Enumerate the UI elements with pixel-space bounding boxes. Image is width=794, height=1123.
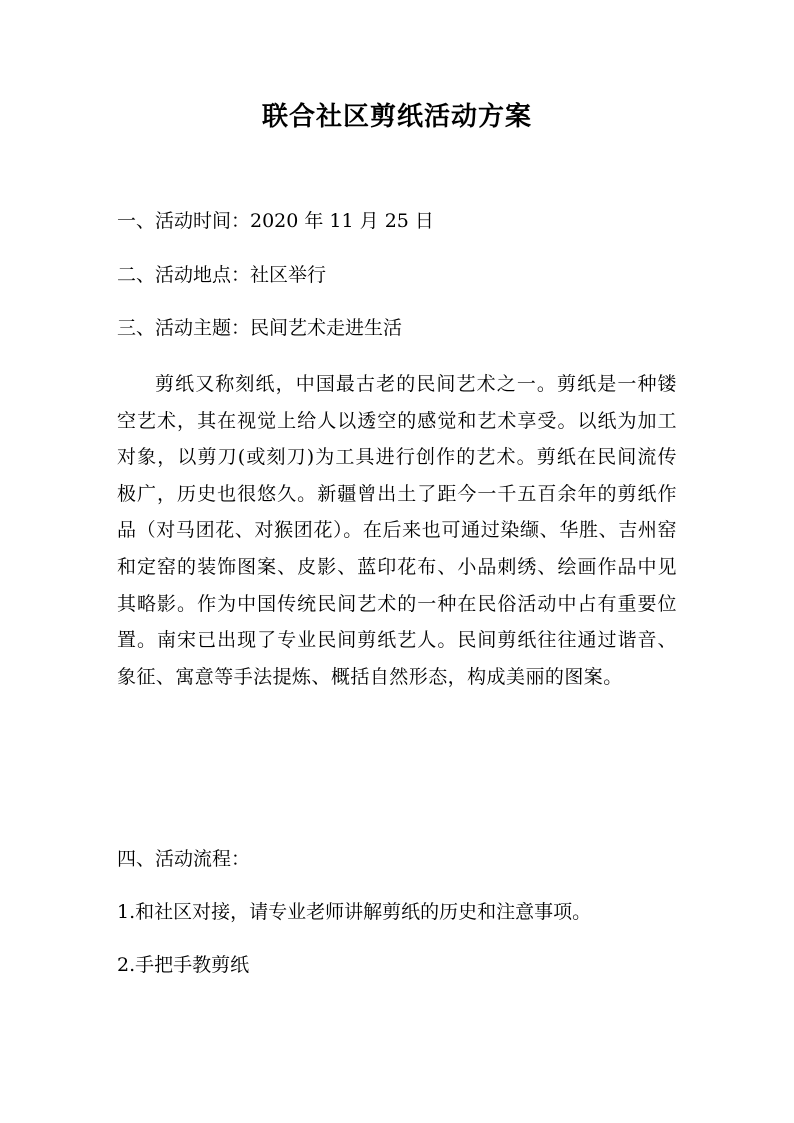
document-title: 联合社区剪纸活动方案 xyxy=(261,102,532,132)
activity-theme: 三、活动主题：民间艺术走进生活 xyxy=(117,317,403,339)
process-heading: 四、活动流程： xyxy=(117,848,251,870)
process-step-2: 2.手把手教剪纸 xyxy=(117,954,250,976)
intro-paragraph: 剪纸又称刻纸，中国最古老的民间艺术之一。剪纸是一种镂空艺术，其在视觉上给人以透空的感觉和艺术享受。以纸为加工对象，以剪刀(或刻刀)为工具进行创作的艺术。剪纸在民间流传极广，历史也很悠久。新疆曾出土了距今一千五百余年的剪纸作品（对马团花、对猴团花）。在后来也可通过染缬、华胜、吉州窑和定窑的装饰图案、皮影、蓝印花布、小品刺绣、绘画作品中见其略影。作为中国传统民间艺术的一种在民俗活动中占有重要位置。南宋已出现了专业民间剪纸艺人。民间剪纸往往通过谐音、象征、寓意等手法提炼、概括自然形态，构成美丽的图案。 xyxy=(117,373,677,688)
activity-time: 一、活动时间：2020 年 11 月 25 日 xyxy=(117,210,434,232)
process-step-1: 1.和社区对接，请专业老师讲解剪纸的历史和注意事项。 xyxy=(117,901,592,923)
activity-place: 二、活动地点：社区举行 xyxy=(117,264,327,286)
